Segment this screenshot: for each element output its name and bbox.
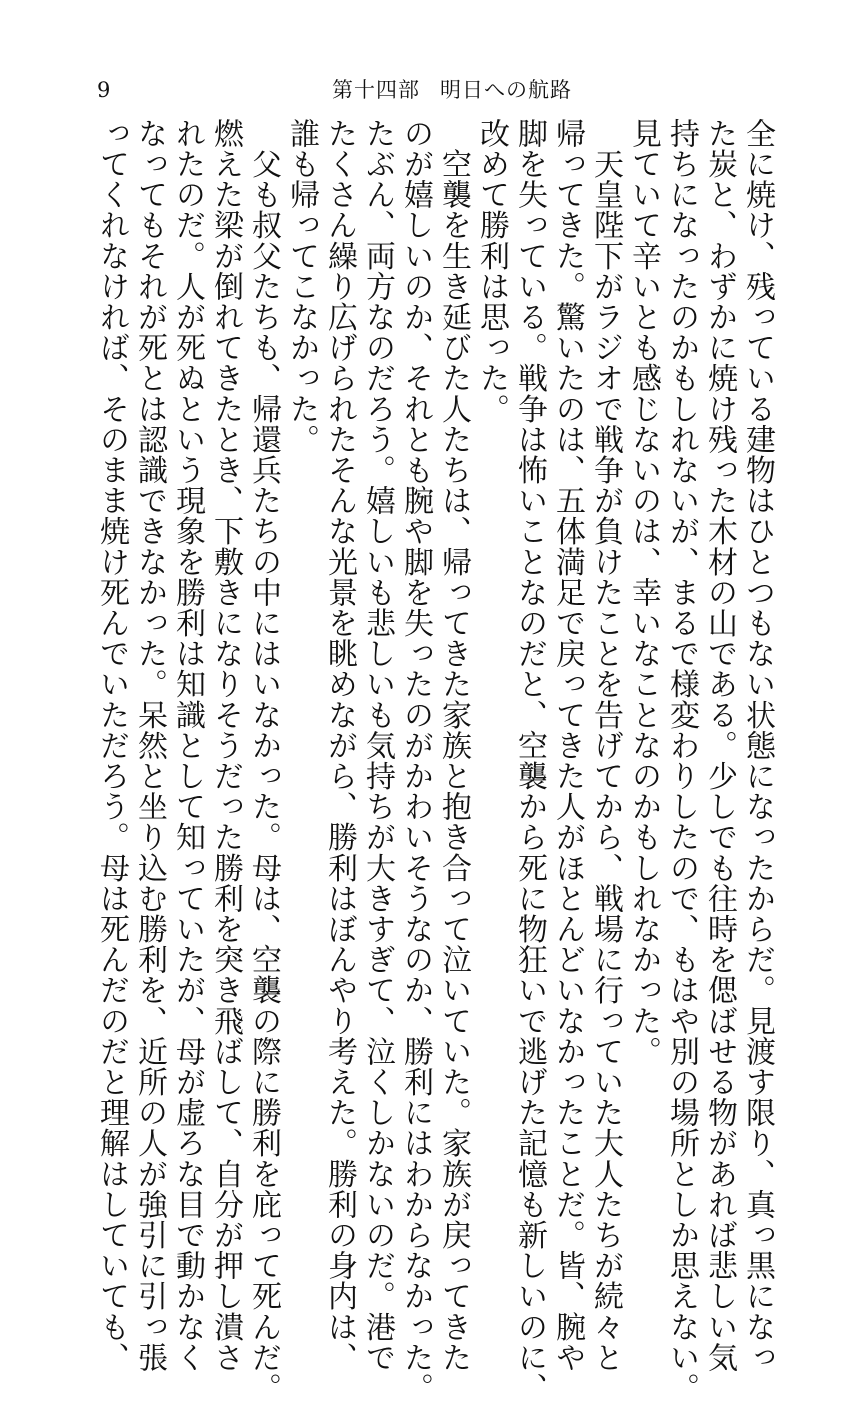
section-title: 第十四部 bbox=[332, 78, 420, 102]
running-head bbox=[332, 80, 572, 101]
text-column: なってもそれが死とは認識できなかった。呆然と坐り込む勝利を、近所の人が強引に引っ張 bbox=[132, 118, 167, 1373]
text-column: れたのだ。人が死ぬという現象を勝利は知識として知っていたが、母が虚ろな目で動かなく bbox=[170, 118, 205, 1373]
text-column: のが嬉しいのか、それとも腕や脚を失ったのがかわいそうなのか、勝利にはわからなかった。 bbox=[398, 118, 433, 1403]
text-column: た炭と、わずかに焼け残った木材の山である。少しでも往時を偲ばせる物があれば悲しい気 bbox=[702, 118, 737, 1373]
text-column: 誰も帰ってこなかった。 bbox=[284, 118, 319, 455]
text-column: 見ていて辛いとも感じないのは、幸いなことなのかもしれなかった。 bbox=[626, 118, 661, 1067]
text-column: 改めて勝利は思った。 bbox=[474, 118, 509, 424]
text-column: 脚を失っている。戦争は怖いことなのだと、空襲から死に物狂いで逃げた記憶も新しいのに、 bbox=[512, 118, 547, 1403]
text-column: 天皇陛下がラジオで戦争が負けたことを告げてから、戦場に行っていた大人たちが続々と bbox=[588, 118, 623, 1373]
vertical-body-text bbox=[92, 118, 775, 1403]
text-column: たくさん繰り広げられたそんな光景を眺めながら、勝利はぼんやり考えた。勝利の身内は、 bbox=[322, 118, 357, 1373]
text-column: 帰ってきた。驚いたのは、五体満足で戻ってきた人がほとんどいなかったことだ。皆、腕や bbox=[550, 118, 585, 1373]
text-column: 燃えた梁が倒れてきたとき、下敷きになりそうだった勝利を突き飛ばして、自分が押し潰さ bbox=[208, 118, 243, 1373]
text-column: ってくれなければ、そのまま焼け死んでいただろう。母は死んだのだと理解はしていても、 bbox=[94, 118, 129, 1373]
text-column: 全に焼け、残っている建物はひとつもない状態になったからだ。見渡す限り、真っ黒になっ bbox=[740, 118, 775, 1373]
chapter-title: 明日への航路 bbox=[440, 78, 572, 102]
text-column: たぶん、両方なのだろう。嬉しいも悲しいも気持ちが大きすぎて、泣くしかないのだ。港で bbox=[360, 118, 395, 1373]
text-column: 空襲を生き延びた人たちは、帰ってきた家族と抱き合って泣いていた。家族が戻ってきた bbox=[436, 118, 471, 1373]
text-column: 持ちになったのかもしれないが、まるで様変わりしたので、もはや別の場所としか思えない。 bbox=[664, 118, 699, 1403]
page-number: 9 bbox=[97, 78, 111, 102]
text-column: 父も叔父たちも、帰還兵たちの中にはいなかった。母は、空襲の際に勝利を庇って死んだ。 bbox=[246, 118, 281, 1403]
